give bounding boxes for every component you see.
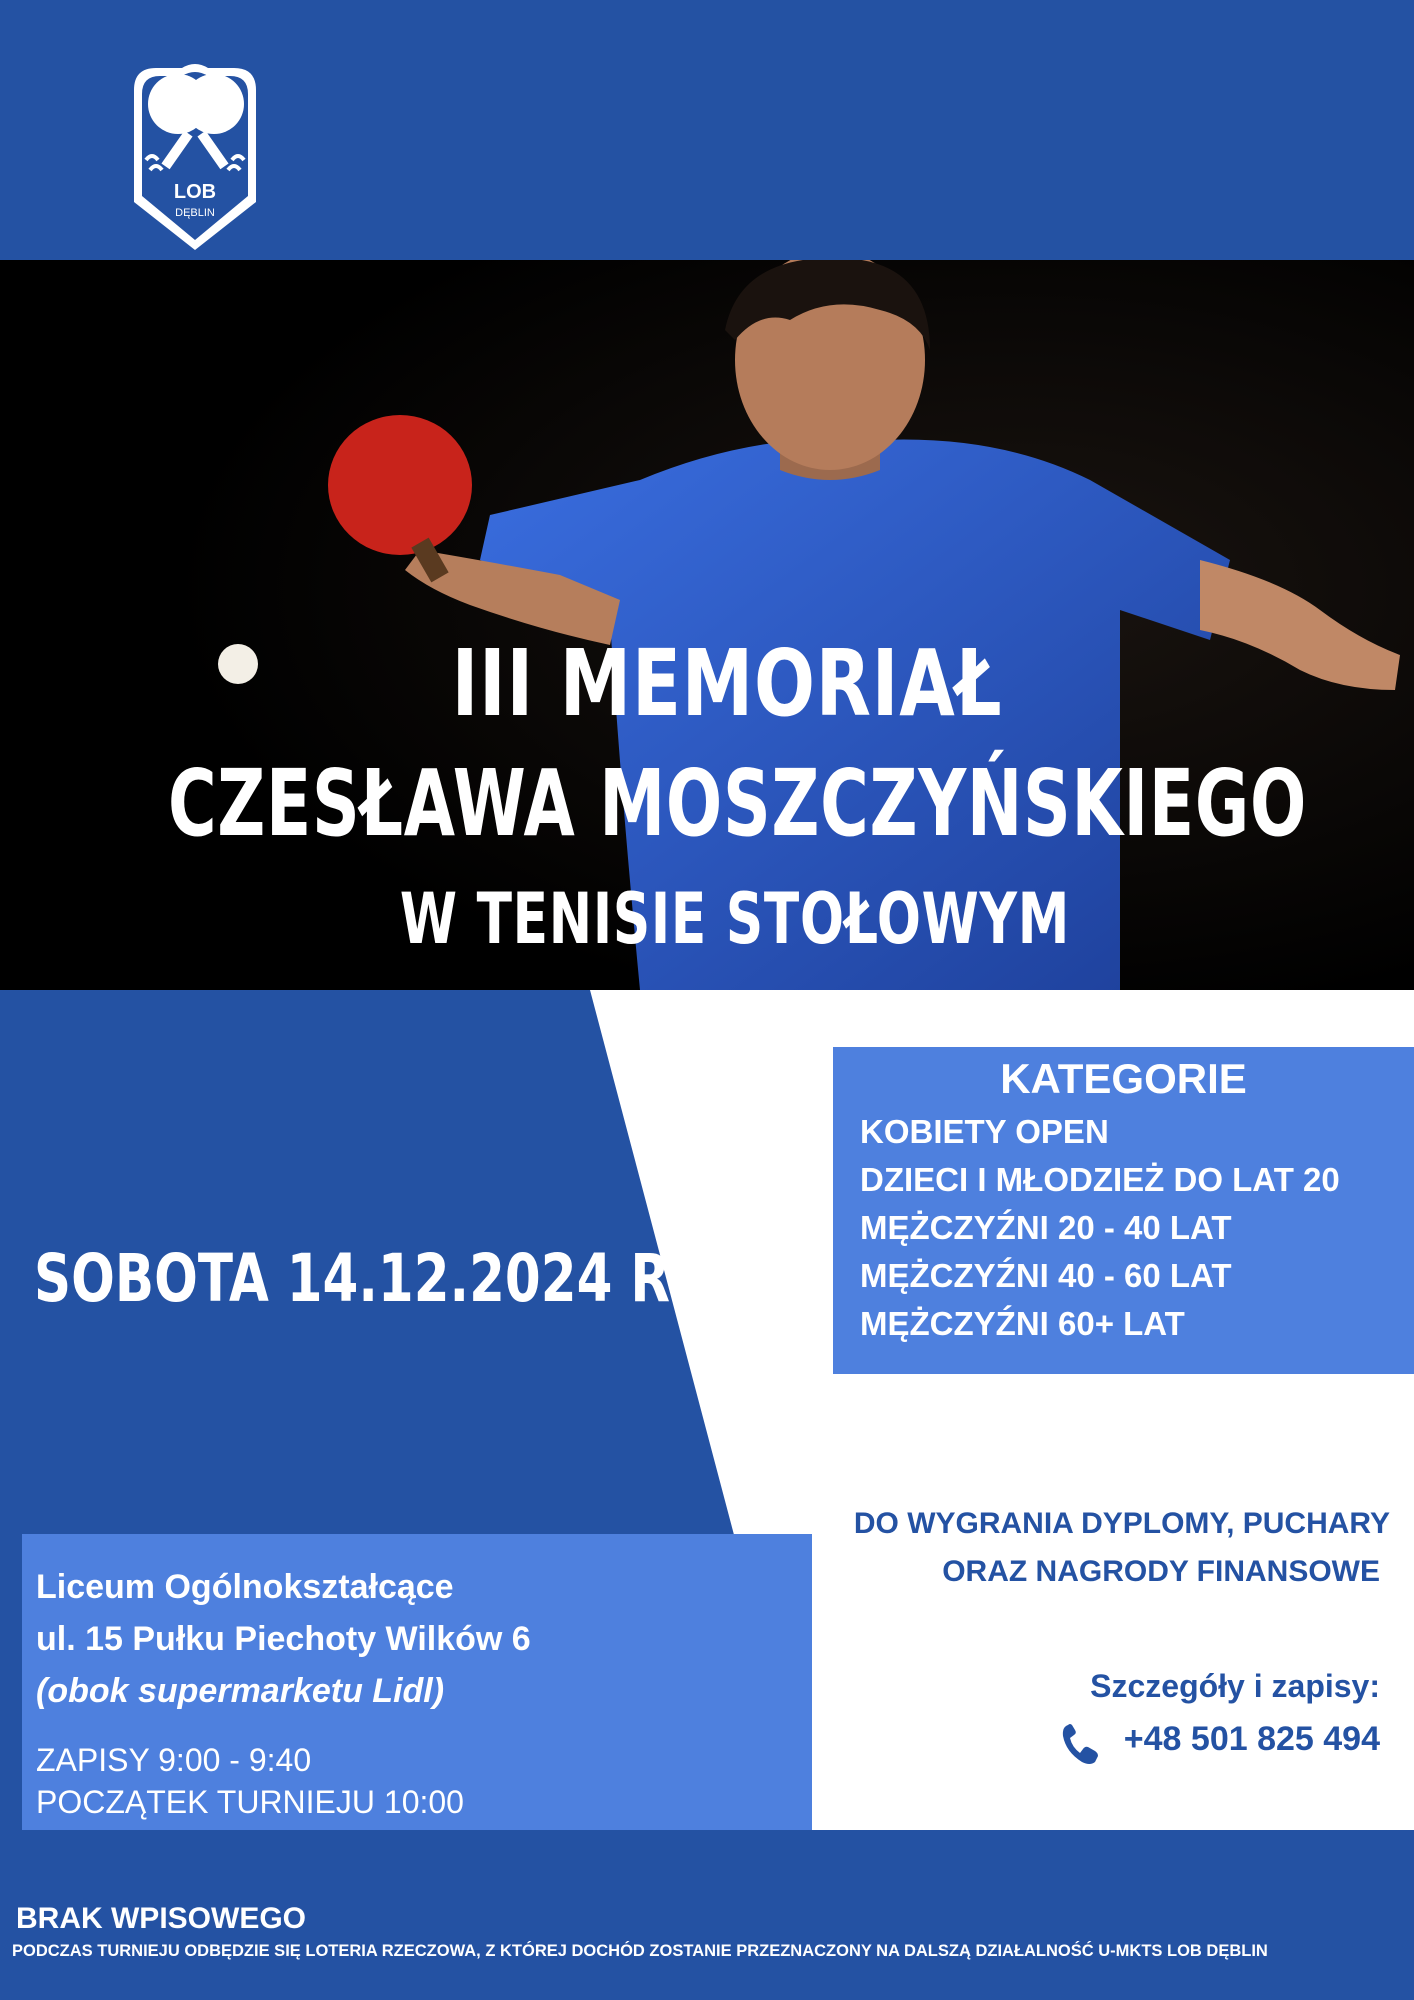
logo-text: LOB — [173, 181, 217, 203]
no-entry-fee: BRAK WPISOWEGO — [16, 1902, 306, 1935]
category-item: MĘŻCZYŹNI 60+ LAT — [860, 1305, 1185, 1342]
contact-label: Szczegóły i zapisy: — [1090, 1668, 1380, 1704]
phone-icon — [1060, 1722, 1100, 1766]
tournament-start-time: POCZĄTEK TURNIEJU 10:00 — [36, 1784, 464, 1820]
categories-box — [833, 1047, 1414, 1374]
club-logo — [124, 60, 266, 256]
logo-subtext: DĘBLIN — [175, 207, 215, 219]
title-line-2: CZESŁAWA MOSZCZYŃSKIEGO — [167, 750, 1307, 857]
title-line-3: W TENISIE STOŁOWYM — [399, 878, 1071, 960]
venue-note: (obok supermarketu Lidl) — [36, 1672, 445, 1710]
prizes-line-1: DO WYGRANIA DYPLOMY, PUCHARY — [853, 1507, 1390, 1540]
category-item: MĘŻCZYŹNI 20 - 40 LAT — [860, 1209, 1232, 1246]
lottery-note: PODCZAS TURNIEJU ODBĘDZIE SIĘ LOTERIA RZECZOWA, Z KTÓREJ DOCHÓD ZOSTANIE PRZEZNACZONY NA DALSZĄ DZIAŁALNOŚĆ U-MKTS LOB DĘBLIN — [12, 1942, 1268, 1960]
player-photo — [0, 260, 1414, 990]
category-item: DZIECI I MŁODZIEŻ DO LAT 20 — [860, 1161, 1340, 1198]
category-item: MĘŻCZYŹNI 40 - 60 LAT — [860, 1257, 1232, 1294]
event-date: SOBOTA 14.12.2024 R. — [34, 1240, 691, 1317]
prizes-text — [760, 1500, 1390, 1596]
venue-address: ul. 15 Pułku Piechoty Wilków 6 — [36, 1620, 531, 1658]
contact-phone[interactable] — [1050, 1720, 1380, 1766]
prizes-line-2: ORAZ NAGRODY FINANSOWE — [942, 1555, 1380, 1588]
categories-heading: KATEGORIE — [1000, 1055, 1247, 1102]
venue-box — [22, 1534, 812, 1830]
registration-time: ZAPISY 9:00 - 9:40 — [36, 1742, 312, 1778]
phone-number[interactable]: +48 501 825 494 — [1123, 1720, 1380, 1758]
category-item: KOBIETY OPEN — [860, 1113, 1109, 1150]
venue-name: Liceum Ogólnokształcące — [36, 1568, 454, 1606]
title-line-1: III MEMORIAŁ — [451, 630, 1003, 737]
